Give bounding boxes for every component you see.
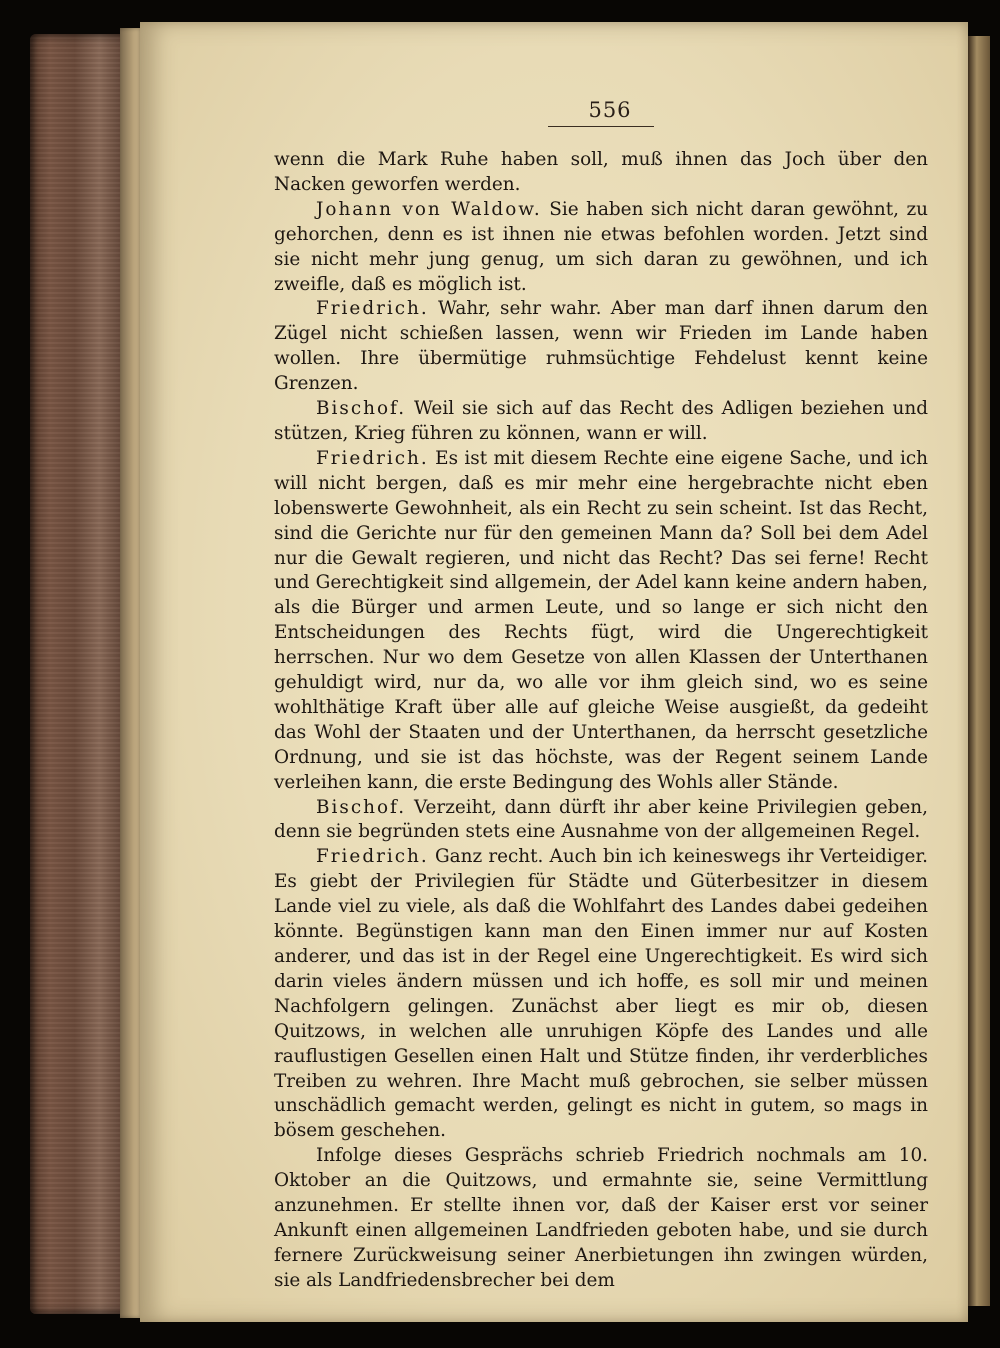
page-number: 556 [588, 98, 632, 122]
page-text [274, 148, 928, 1294]
dialogue-paragraph [274, 796, 928, 846]
paragraph-text: Ganz recht. Auch bin ich keineswegs ihr Verteidiger. Es giebt der Privilegien für Städte und Güterbesitzer in diesem Lande viel zu viele, als daß die Wohlfahrt des Landes dabei gedeihen könnte. Begünstigen kann man den Einen immer nur auf Kosten anderer, und das ist in der Regel eine Ungerechtigkeit. Es wird sich darin vieles ändern müssen und ich hoffe, es soll mir und meinen Nachfolgern gelingen. Zunächst aber liegt es mir ob, diesen Quitzows, in welchen alle unruhigen Köpfe des Landes und alle rauflustigen Gesellen einen Halt und Stütze finden, ihr verderbliches Treiben zu wehren. Ihre Macht muß gebrochen, sie selber müssen unschädlich gemacht werden, gelingt es nicht in gutem, so mags in bösem geschehen. [274, 846, 928, 1142]
dialogue-paragraph [274, 297, 928, 397]
page-block-edge [120, 28, 142, 1318]
paragraph-text: wenn die Mark Ruhe haben soll, muß ihnen das Joch über den Nacken geworfen werden. [274, 149, 928, 195]
narrative-paragraph [274, 1144, 928, 1293]
paragraph-text: Es ist mit diesem Rechte eine eigene Sache, und ich will nicht bergen, daß es mir mehr eine hergebrachte nicht eben lobenswerte Gewohnheit, als ein Recht zu sein scheint. Ist das Recht, sind die Gerichte nur für den gemeinen Mann da? Soll bei dem Adel nur die Gewalt regieren, und nicht das Recht? Das sei ferne! Recht und Gerechtigkeit sind allgemein, der Adel kann keine andern haben, als die Bürger und armen Leute, und so lange er sich nicht den Entscheidungen des Rechts fügt, wird die Ungerechtigkeit herrschen. Nur wo dem Gesetze von allen Klassen der Unterthanen gehuldigt wird, nur da, wo alle vor ihm gleich sind, wo es seine wohlthätige Kraft über alle auf gleiche Weise ausgießt, da gedeiht das Wohl der Staaten und der Unterthanen, da herrscht gesetzliche Ordnung, und sie ist das höchste, was der Regent seinem Lande verleihen kann, die erste Bedingung des Wohls aller Stände. [274, 447, 928, 793]
page-number-rule [548, 126, 654, 127]
speaker-name: Friedrich. [316, 846, 429, 868]
dialogue-paragraph [274, 397, 928, 447]
paragraph-text: Sie haben sich nicht daran gewöhnt, zu gehorchen, denn es ist ihnen nie etwas befohlen worden. Jetzt sind sie nicht mehr jung genug, um sich daran zu gewöhnen, und ich zweifle, daß es möglich ist. [274, 198, 928, 295]
dialogue-paragraph [274, 198, 928, 298]
dialogue-paragraph [274, 845, 928, 1144]
paragraph-continuation [274, 148, 928, 198]
speaker-name: Bischof. [316, 796, 407, 818]
dialogue-paragraph [274, 447, 928, 796]
paragraph-text: Wahr, sehr wahr. Aber man darf ihnen darum den Zügel nicht schießen lassen, wenn wir Frieden im Lande haben wollen. Ihre übermütige ruhmsüchtige Fehdelust kennt keine Grenzen. [274, 298, 928, 395]
speaker-name: Friedrich. [316, 447, 429, 469]
paragraph-text: Infolge dieses Gesprächs schrieb Friedrich nochmals am 10. Oktober an die Quitzows, und ermahnte sie, seine Vermittlung anzunehmen. Er stellte ihnen vor, daß der Kaiser erst vor seiner Ankunft einen allgemeinen Landfrieden geboten habe, und sie durch fernere Zurückweisung seiner Anerbietungen ihn zwingen würden, sie als Landfriedensbrecher bei dem [274, 1145, 928, 1291]
facing-page-edge [968, 36, 990, 1306]
paragraph-text: Weil sie sich auf das Recht des Adligen beziehen und stützen, Krieg führen zu können, wann er will. [274, 398, 928, 444]
speaker-name: Bischof. [316, 398, 407, 420]
paragraph-text: Verzeiht, dann dürft ihr aber keine Privilegien geben, denn sie begründen stets eine Ausnahme von der allgemeinen Regel. [274, 796, 928, 843]
speaker-name: Johann von Waldow. [316, 198, 542, 220]
speaker-name: Friedrich. [316, 298, 429, 320]
